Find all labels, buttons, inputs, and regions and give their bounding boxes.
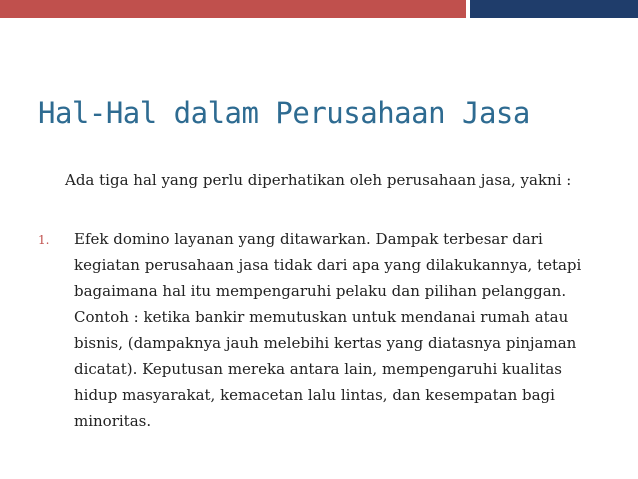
list-item-line: minoritas.: [74, 412, 152, 430]
intro-text: Ada tiga hal yang perlu diperhatikan oleh perusahaan jasa, yakni :: [65, 171, 572, 189]
top-accent-bar-red: [0, 0, 466, 18]
list-item-line: bagaimana hal itu mempengaruhi pelaku dan pilihan pelanggan.: [74, 282, 567, 300]
list-item-line: kegiatan perusahaan jasa tidak dari apa yang dilakukannya, tetapi: [74, 256, 582, 274]
top-accent-bar-navy: [470, 0, 638, 18]
list-item-line: Contoh : ketika bankir memutuskan untuk mendanai rumah atau: [74, 308, 569, 326]
list-item-line: dicatat). Keputusan mereka antara lain, mempengaruhi kualitas: [74, 360, 562, 378]
slide-title: Hal-Hal dalam Perusahaan Jasa: [38, 96, 530, 130]
list-item-line: hidup masyarakat, kemacetan lalu lintas, dan kesempatan bagi: [74, 386, 555, 404]
list-item-line: bisnis, (dampaknya jauh melebihi kertas yang diatasnya pinjaman: [74, 334, 577, 352]
top-accent-bar: [0, 0, 638, 18]
list-item-line: Efek domino layanan yang ditawarkan. Dampak terbesar dari: [74, 230, 543, 248]
list-item-number: 1.: [38, 233, 50, 247]
list-item-body: [74, 226, 619, 434]
